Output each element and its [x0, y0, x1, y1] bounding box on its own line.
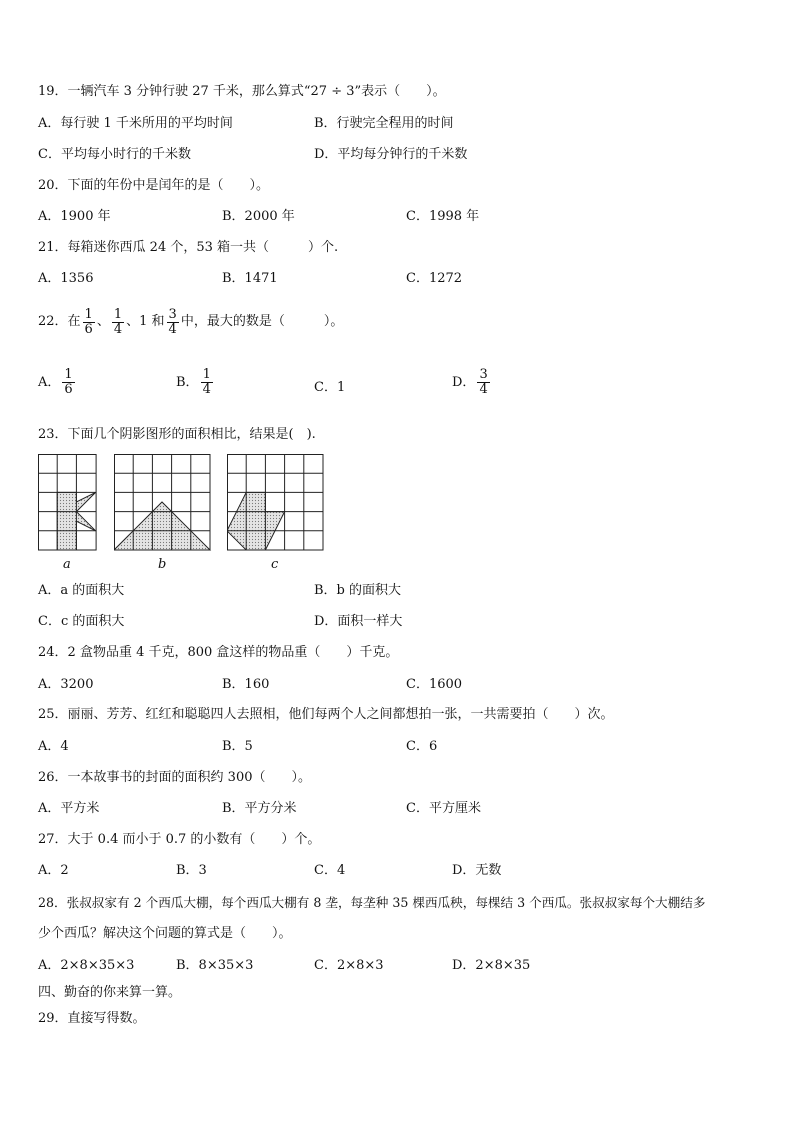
figure-a-label: a [63, 557, 71, 572]
q22-a-denominator: 6 [64, 382, 73, 397]
q22-mid: 、1 和 [126, 314, 165, 329]
q26-option-a: A．平方米 [38, 801, 100, 816]
q22-b-denominator: 4 [202, 382, 211, 397]
q19-option-a: A．每行驶 1 千米所用的平均时间 [38, 116, 233, 131]
q24-option-a: A．3200 [38, 677, 94, 692]
q25-option-b: B．5 [222, 739, 253, 754]
q19-stem: 19．一辆汽车 3 分钟行驶 27 千米，那么算式“27 ÷ 3”表示（ ）。 [38, 84, 446, 99]
q25-option-a: A．4 [38, 739, 69, 754]
fraction-three-fourths [167, 308, 179, 337]
q22-suffix: 中，最大的数是（ ）。 [180, 314, 344, 329]
q22-b-numerator: 1 [202, 367, 211, 382]
q28-option-b: B．8×35×3 [176, 958, 254, 973]
q22-f1-denominator: 6 [84, 321, 93, 337]
q23-option-c: C．c 的面积大 [38, 614, 125, 629]
q19-option-d: D．平均每分钟行的千米数 [314, 147, 468, 162]
q22-f3-denominator: 4 [168, 321, 177, 337]
q22-prefix: 22．在 [38, 314, 81, 329]
q27-option-a: A．2 [38, 863, 69, 878]
q25-option-c: C．6 [406, 739, 438, 754]
q28-stem-line-1: 28．张叔叔家有 2 个西瓜大棚，每个西瓜大棚有 8 垄，每垄种 35 棵西瓜秧，每棵结 3 个西瓜。张叔叔家每个大棚结多 [38, 895, 706, 910]
q22-f3-numerator: 3 [168, 306, 177, 322]
q24-stem: 24．2 盒物品重 4 千克，800 盒这样的物品重（ ）千克。 [38, 645, 399, 660]
figure-c-label: c [271, 557, 279, 572]
q20-option-a: A．1900 年 [38, 209, 111, 224]
q26-option-b: B．平方分米 [222, 801, 297, 816]
q25-stem: 25．丽丽、芳芳、红红和聪聪四人去照相，他们每两个人之间都想拍一张，一共需要拍（ ）次。 [38, 707, 614, 722]
q21-stem: 21．每箱迷你西瓜 24 个，53 箱一共（ ）个. [38, 240, 339, 255]
q22-d-denominator: 4 [479, 382, 488, 397]
q22-stem [38, 304, 343, 340]
q22-option-c: C．1 [314, 380, 346, 395]
q23-option-d: D．面积一样大 [314, 614, 403, 629]
q22-d-numerator: 3 [479, 367, 488, 382]
q26-option-c: C．平方厘米 [406, 801, 481, 816]
q27-stem: 27．大于 0.4 而小于 0.7 的小数有（ ）个。 [38, 832, 321, 847]
q20-option-c: C．1998 年 [406, 209, 480, 224]
q28-option-a: A．2×8×35×3 [38, 958, 135, 973]
q27-option-c: C．4 [314, 863, 346, 878]
q28-option-d: D．2×8×35 [452, 958, 531, 973]
q22-option-b [176, 368, 215, 397]
q19-option-b: B．行驶完全程用的时间 [314, 116, 454, 131]
q22-f2-denominator: 4 [113, 321, 123, 337]
figure-a-grid [38, 454, 98, 551]
q21-option-a: A．1356 [38, 271, 94, 286]
fraction-one-sixth [83, 308, 95, 337]
q24-option-b: B．160 [222, 677, 270, 692]
figure-b-label: b [158, 557, 167, 572]
q27-option-d: D．无数 [452, 863, 502, 878]
figure-b-grid [114, 454, 212, 551]
q22-option-d [452, 368, 492, 397]
q22-option-d-label: D． [452, 374, 476, 390]
q24-option-c: C．1600 [406, 677, 463, 692]
q23-option-b: B．b 的面积大 [314, 583, 402, 598]
q21-option-c: C．1272 [406, 271, 463, 286]
q22-f1-numerator: 1 [84, 306, 93, 322]
q22-option-a-label: A． [38, 374, 61, 390]
q22-f2-numerator: 1 [113, 306, 123, 322]
q22-option-a [38, 368, 77, 397]
q20-option-b: B．2000 年 [222, 209, 295, 224]
q23-option-a: A．a 的面积大 [38, 583, 125, 598]
q26-stem: 26．一本故事书的封面的面积约 300（ ）。 [38, 770, 311, 785]
q22-option-a-fraction [62, 368, 74, 397]
section-4-heading: 四、勤奋的你来算一算。 [38, 985, 182, 1000]
q27-option-b: B．3 [176, 863, 207, 878]
figure-c-grid [227, 454, 325, 551]
q20-stem: 20．下面的年份中是闰年的是（ ）。 [38, 178, 270, 193]
q28-option-c: C．2×8×3 [314, 958, 384, 973]
q22-option-b-fraction [201, 368, 213, 397]
q21-option-b: B．1471 [222, 271, 278, 286]
q22-option-d-fraction [477, 368, 489, 397]
q29-stem: 29．直接写得数。 [38, 1011, 146, 1026]
q22-option-b-label: B． [176, 374, 199, 390]
fraction-one-fourth [112, 308, 124, 337]
q19-option-c: C．平均每小时行的千米数 [38, 147, 191, 162]
q22-a-numerator: 1 [64, 367, 73, 382]
q28-stem-line-2: 少个西瓜？解决这个问题的算式是（ ）。 [38, 926, 292, 941]
q23-stem: 23．下面几个阴影图形的面积相比，结果是( ). [38, 427, 316, 442]
q22-sep: 、 [96, 314, 110, 329]
